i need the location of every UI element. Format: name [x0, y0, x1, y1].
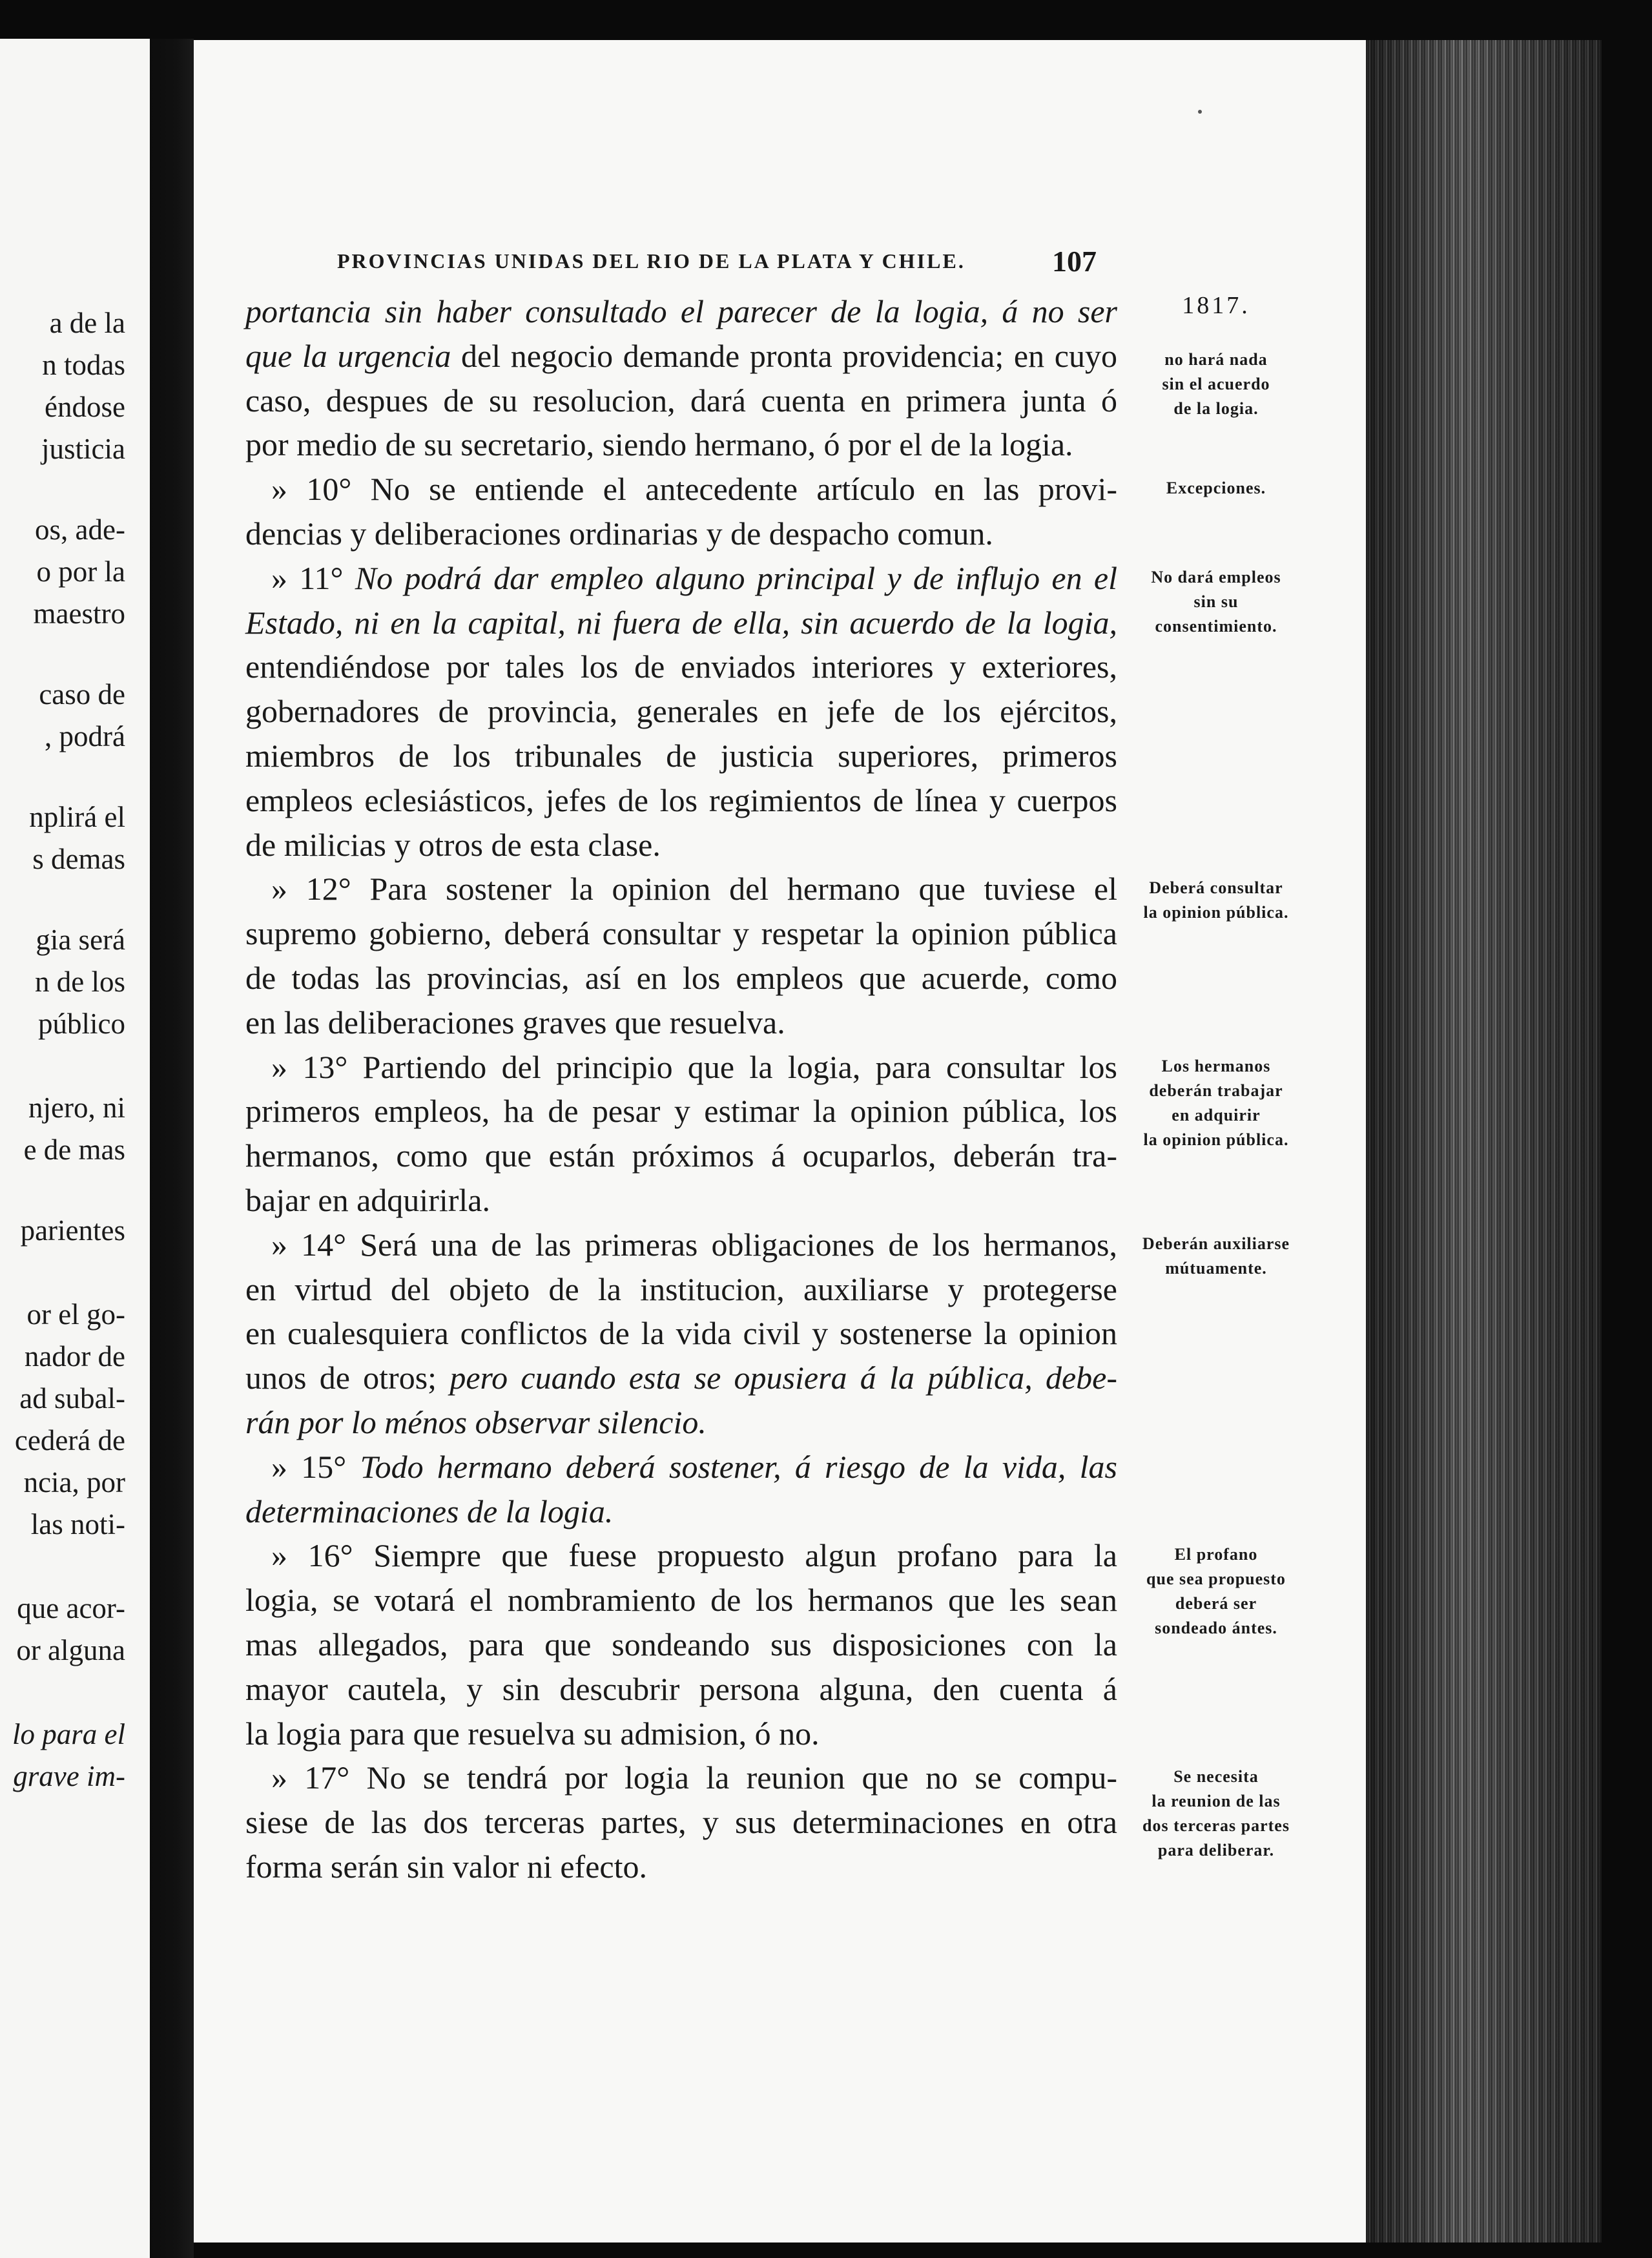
body-line-segment: rán por lo ménos observar silencio. [245, 1403, 707, 1440]
body-line [245, 601, 1117, 645]
body-line-segment: por medio de su secretario, siendo hermano, ó por el de la logia. [245, 426, 1073, 463]
body-line [245, 1667, 1117, 1712]
body-line [245, 1356, 1117, 1400]
body-line-segment: caso, despues de su resolucion, dará cuenta en primera junta ó [245, 382, 1117, 419]
body-line [245, 422, 1117, 467]
left-page-line: s demas [32, 843, 125, 875]
body-line [245, 823, 1117, 867]
left-page-line: parientes [20, 1214, 125, 1247]
body-line-segment: » 15° [271, 1448, 360, 1485]
body-line [245, 1311, 1117, 1356]
left-page-line: ad subal- [19, 1382, 125, 1414]
left-page-line: a de la [49, 307, 125, 339]
margin-note-line: sin el acuerdo [1162, 375, 1270, 393]
body-line [245, 1622, 1117, 1667]
body-line [245, 1045, 1117, 1090]
body-line [245, 556, 1117, 601]
body-line-segment: la logia para que resuelva su admision, ó no. [245, 1715, 820, 1752]
body-line-segment: de milicias y otros de esta clase. [245, 826, 661, 863]
margin-note-line: la reunion de las [1151, 1792, 1281, 1811]
body-line-segment: en las deliberaciones graves que resuelva. [245, 1004, 785, 1041]
margin-note [1122, 1232, 1310, 1281]
body-line [245, 1533, 1117, 1578]
margin-note-line: para deliberar. [1157, 1841, 1275, 1860]
left-page-line: e de mas [23, 1134, 125, 1166]
body-line-segment: primeros empleos, ha de pesar y estimar la opinion pública, los [245, 1093, 1117, 1130]
margin-note-line: Deberán auxiliarse [1142, 1234, 1290, 1253]
body-line [245, 867, 1117, 911]
body-line [245, 1489, 1117, 1534]
body-line-segment: entendiéndose por tales los de enviados interiores y exteriores, [245, 648, 1117, 685]
ink-speck [1198, 110, 1202, 114]
margin-note-line: sondeado ántes. [1155, 1619, 1277, 1638]
body-text [245, 289, 1117, 1889]
body-line-segment: en cualesquiera conflictos de la vida civil y sostenerse la opinion [245, 1315, 1117, 1352]
body-line-segment: forma serán sin valor ni efecto. [245, 1848, 647, 1885]
body-line-segment: que la urgencia [245, 337, 451, 374]
body-line-segment: » 11° [271, 559, 355, 596]
body-line [245, 378, 1117, 423]
left-page-line: éndose [45, 391, 125, 423]
body-line-segment: hermanos, como que están próximos á ocuparlos, deberán tra- [245, 1137, 1117, 1174]
body-line [245, 512, 1117, 556]
margin-year [1122, 293, 1310, 318]
margin-note-line: Los hermanos [1161, 1056, 1271, 1075]
body-line [245, 334, 1117, 378]
body-line-segment: determinaciones de la logia. [245, 1493, 614, 1529]
margin-note [1122, 1542, 1310, 1641]
body-line-segment: del negocio demande pronta providencia; en cuyo [451, 337, 1117, 374]
body-line-segment: en virtud del objeto de la institucion, auxiliarse y protegerse [245, 1270, 1117, 1307]
body-line [245, 778, 1117, 823]
body-line [245, 1089, 1117, 1134]
body-line-segment: de todas las provincias, así en los empleos que acuerde, como [245, 959, 1117, 996]
left-page-line: que acor- [17, 1592, 125, 1624]
margin-note-line: deberá ser [1175, 1594, 1257, 1613]
body-line-segment: mayor cautela, y sin descubrir persona alguna, den cuenta á [245, 1670, 1117, 1707]
body-line-segment: No podrá dar empleo alguno principal y de influjo en el [355, 559, 1117, 596]
body-line [245, 689, 1117, 734]
margin-note-line: consentimiento. [1155, 616, 1277, 636]
body-line [245, 1756, 1117, 1800]
margin-note-line: Excepciones. [1166, 479, 1266, 498]
margin-note-line: deberán trabajar [1149, 1081, 1283, 1100]
body-line-segment: » 16° Siempre que fuese propuesto algun profano para la [271, 1537, 1117, 1574]
margin-note [1122, 565, 1310, 639]
body-line [245, 1400, 1117, 1445]
margin-note [1122, 1054, 1310, 1152]
body-line [245, 911, 1117, 956]
margin-note [1122, 876, 1310, 925]
body-line-segment: empleos eclesiásticos, jefes de los regimientos de línea y cuerpos [245, 782, 1117, 818]
body-line [245, 1445, 1117, 1489]
body-line [245, 1845, 1117, 1889]
margin-note-line: 1817. [1182, 292, 1250, 319]
left-page-line: , podrá [45, 720, 125, 752]
body-line-segment: Estado, ni en la capital, ni fuera de ella, sin acuerdo de la logia, [245, 604, 1117, 641]
margin-note-line: que sea propuesto [1146, 1569, 1286, 1589]
margin-note-line: sin su [1193, 592, 1239, 611]
left-page-line: maestro [33, 597, 125, 630]
body-line-segment: gobernadores de provincia, generales en jefe de los ejércitos, [245, 693, 1117, 730]
left-page-line: ncia, por [23, 1466, 125, 1498]
left-page-line: o por la [36, 555, 125, 588]
body-line [245, 1000, 1117, 1045]
body-line-segment: portancia sin haber consultado el parecer de la logia, á no ser [245, 293, 1117, 329]
left-page-line: gia será [36, 924, 125, 956]
body-line [245, 467, 1117, 512]
fore-edge-shadow [1366, 40, 1602, 2242]
left-page-line: n de los [35, 966, 125, 998]
margin-note-line: El profano [1174, 1545, 1258, 1564]
body-line [245, 1223, 1117, 1267]
left-page-line: lo para el [12, 1718, 125, 1750]
left-page-line: nador de [24, 1340, 125, 1372]
left-page-line: njero, ni [28, 1092, 125, 1124]
body-line-segment: siese de las dos terceras partes, y sus determinaciones en otra [245, 1804, 1117, 1841]
margin-note-line: en adquirir [1172, 1105, 1261, 1124]
left-page-line: or alguna [16, 1634, 125, 1666]
body-line [245, 1267, 1117, 1312]
left-page-line: justicia [41, 433, 125, 465]
left-page-line: or el go- [26, 1298, 125, 1331]
margin-note [1122, 1765, 1310, 1863]
body-line-segment: dencias y deliberaciones ordinarias y de despacho comun. [245, 515, 993, 552]
body-line-segment: mas allegados, para que sondeando sus disposiciones con la [245, 1626, 1117, 1662]
body-line-segment: » 17° No se tendrá por logia la reunion que no se compu- [271, 1759, 1117, 1796]
body-line-segment: » 13° Partiendo del principio que la logia, para consultar los [271, 1048, 1117, 1085]
margin-note-line: dos terceras partes [1142, 1816, 1290, 1836]
left-page-line: n todas [42, 349, 125, 381]
running-head-title: PROVINCIAS UNIDAS DEL RIO DE LA PLATA Y CHILE. [337, 249, 965, 273]
body-line-segment: unos de otros; [245, 1360, 450, 1396]
margin-note-line: Se necesita [1173, 1767, 1259, 1787]
body-line [245, 1134, 1117, 1178]
body-line [245, 1712, 1117, 1756]
margin-note-line: de la logia. [1173, 399, 1259, 418]
book-gutter [150, 39, 194, 2258]
body-line-segment: » 14° Será una de las primeras obligaciones de los hermanos, [271, 1226, 1117, 1263]
body-line-segment: » 12° Para sostener la opinion del hermano que tuviese el [271, 871, 1117, 907]
body-line [245, 1578, 1117, 1622]
body-line [245, 1178, 1117, 1223]
body-line-segment: miembros de los tribunales de justicia superiores, primeros [245, 737, 1117, 774]
previous-page-fragment [0, 39, 150, 2258]
body-line-segment: bajar en adquirirla. [245, 1181, 490, 1218]
margin-note-line: la opinion pública. [1143, 1130, 1289, 1149]
left-page-line: os, ade- [35, 513, 125, 546]
body-line-segment: Todo hermano deberá sostener, á riesgo de la vida, las [360, 1448, 1117, 1485]
margin-note-line: Deberá consultar [1149, 878, 1283, 898]
left-page-line: grave im- [13, 1760, 125, 1792]
running-head [337, 244, 1097, 283]
left-page-line: cederá de [14, 1424, 125, 1456]
margin-note [1122, 347, 1310, 421]
margin-note [1122, 476, 1310, 501]
page-number: 107 [1052, 245, 1097, 278]
margin-note-line: mútuamente. [1165, 1258, 1267, 1278]
body-line [245, 645, 1117, 689]
body-line-segment: » 10° No se entiende el antecedente artículo en las provi- [271, 471, 1117, 508]
body-line-segment: logia, se votará el nombramiento de los hermanos que les sean [245, 1582, 1117, 1619]
body-line-segment: pero cuando esta se opusiera á la pública, debe- [449, 1360, 1117, 1396]
margin-note-line: la opinion pública. [1143, 903, 1289, 922]
body-line [245, 734, 1117, 778]
margin-note-line: No dará empleos [1151, 567, 1281, 586]
body-line-segment: supremo gobierno, deberá consultar y respetar la opinion pública [245, 915, 1117, 952]
body-line [245, 1800, 1117, 1845]
left-page-line: público [38, 1008, 125, 1040]
body-line [245, 289, 1117, 334]
left-page-line: caso de [39, 678, 125, 710]
left-page-line: nplirá el [29, 801, 125, 833]
body-line [245, 956, 1117, 1000]
left-page-line: las noti- [30, 1508, 125, 1540]
margin-note-line: no hará nada [1164, 350, 1268, 369]
